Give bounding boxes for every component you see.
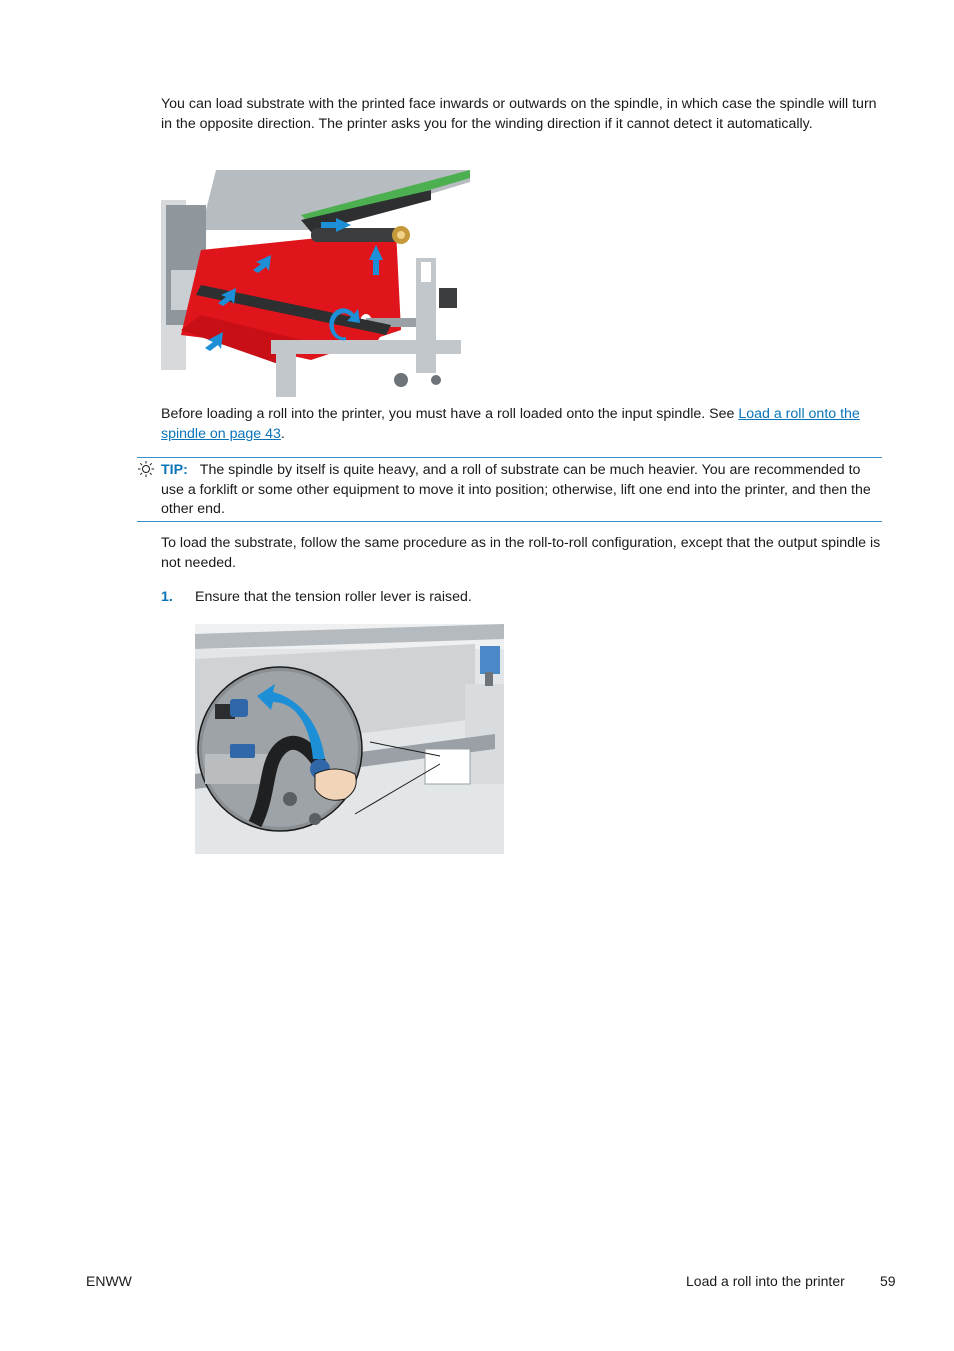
lightbulb-icon xyxy=(137,460,155,478)
tip-box xyxy=(137,457,882,522)
before-loading-paragraph xyxy=(161,405,881,444)
tip-label: TIP: xyxy=(161,462,188,478)
tension-lever-figure xyxy=(195,624,504,854)
footer-left: ENWW xyxy=(86,1273,132,1289)
before-loading-end: . xyxy=(280,425,285,442)
load-roll-link[interactable]: Load a roll onto the spindle on page 43 xyxy=(161,406,860,442)
before-loading-text: Before loading a roll into the printer, you must have a roll loaded onto the input spindle. See xyxy=(161,406,739,422)
substrate-path-figure xyxy=(161,170,470,402)
tip-text: The spindle by itself is quite heavy, and a roll of substrate can be much heavier. You are recommended to use a forklift or some other equipment to move it into position; otherwise, lift one end into the printer, and then the other end. xyxy=(161,462,871,517)
footer-page-number: 59 xyxy=(880,1273,896,1289)
step-1-text: Ensure that the tension roller lever is raised. xyxy=(195,589,472,605)
step-1-number: 1. xyxy=(161,589,173,605)
tip-paragraph xyxy=(161,461,881,520)
procedure-paragraph: To load the substrate, follow the same procedure as in the roll-to-roll configuration, except that the output spindle is not needed. xyxy=(161,535,881,571)
intro-paragraph: You can load substrate with the printed face inwards or outwards on the spindle, in which case the spindle will turn in the opposite direction. The printer asks you for the winding direction if it cannot detect it automatically. xyxy=(161,96,877,132)
footer-section: Load a roll into the printer xyxy=(686,1273,845,1289)
